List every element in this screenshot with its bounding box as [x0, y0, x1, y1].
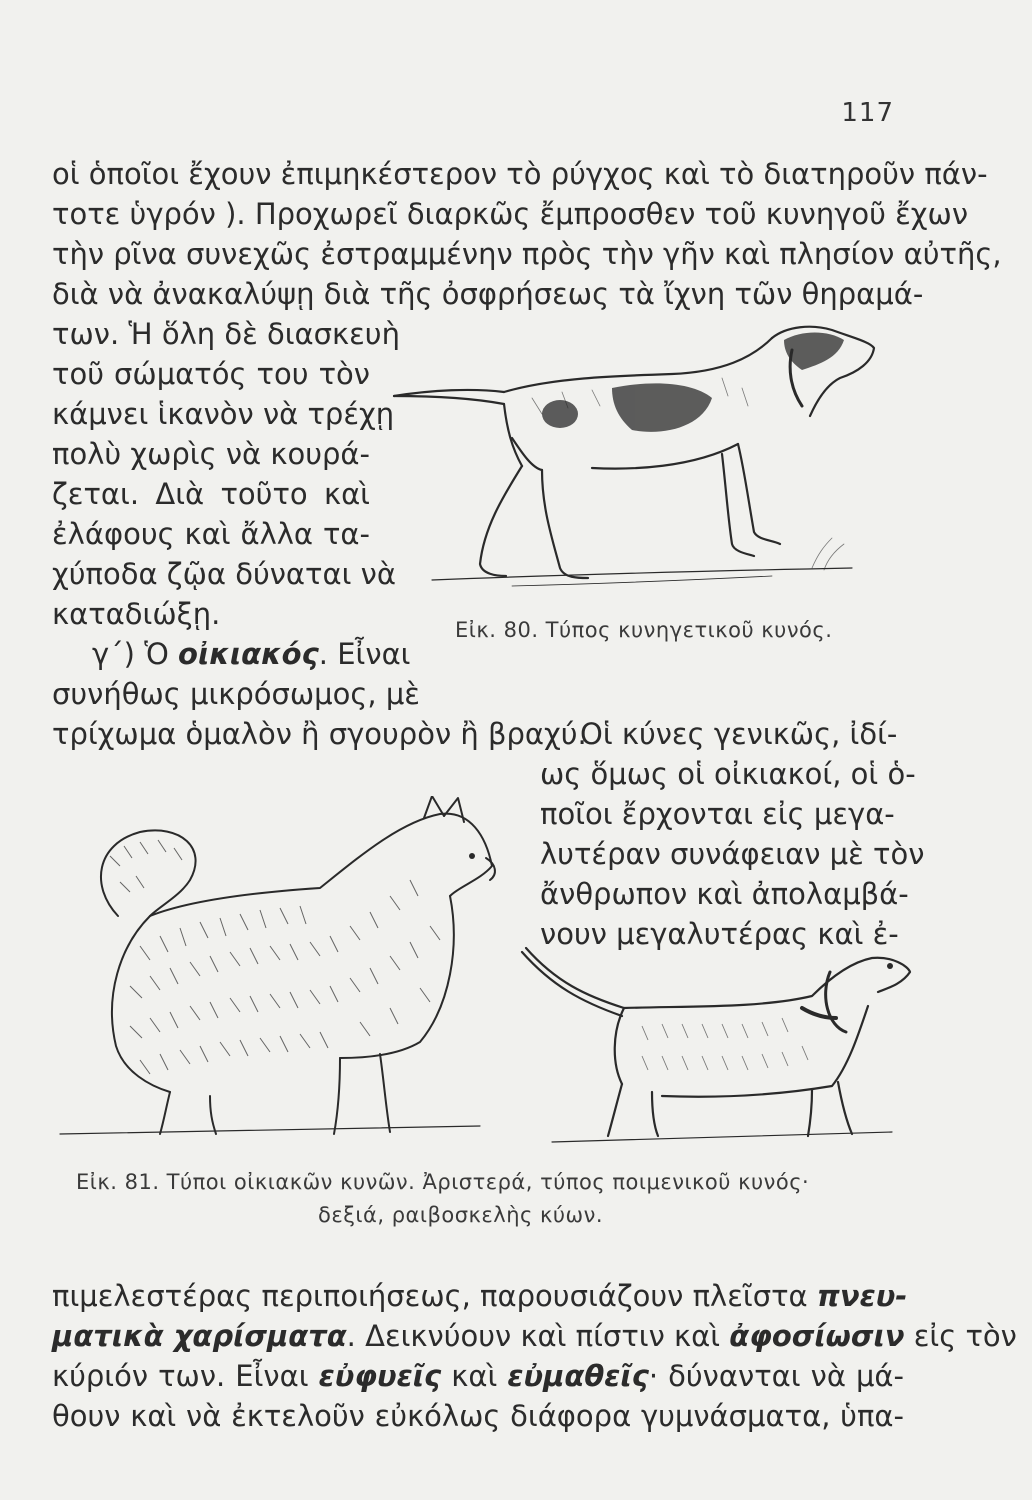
text-line: ως ὅμως οἱ οἰκιακοί, οἱ ὁ- [540, 757, 916, 791]
text-line: των. Ἡ ὅλη δὲ διασκευὴ [52, 317, 400, 351]
text-line [52, 1359, 904, 1393]
text-run: · δύνανται νὰ μά- [648, 1359, 905, 1393]
text-line: ποῖοι ἔρχονται εἰς μεγα- [540, 797, 895, 831]
emphasis-run: πνευ- [816, 1279, 908, 1313]
section-rest: . Εἶναι [318, 637, 411, 671]
text-line: λυτέραν συνάφειαν μὲ τὸν [540, 837, 925, 871]
text-line: χύποδα ζῷα δύναται νὰ [52, 557, 396, 591]
emphasis-run: ἀφοσίωσιν [729, 1319, 905, 1353]
text-line [52, 1319, 1017, 1353]
text-line: ἐλάφους καὶ ἄλλα τα- [52, 517, 370, 551]
text-line [52, 1279, 908, 1313]
figure-81-caption-line-1: Εἰκ. 81. Τύποι οἰκιακῶν κυνῶν. Ἀριστερά, τύπος ποιμενικοῦ κυνός· [76, 1170, 810, 1194]
text-line: κάμνει ἱκανὸν νὰ τρέχῃ [52, 397, 395, 431]
section-term: οἰκιακός [178, 637, 319, 671]
text-line: καταδιώξῃ. [52, 597, 221, 631]
text-line: τὴν ρῖνα συνεχῶς ἐστραμμένην πρὸς τὴν γῆν καὶ πλησίον αὐτῆς, [52, 237, 1002, 271]
emphasis-run: ματικὰ χαρίσματα [52, 1319, 347, 1353]
text-run: εἰς τὸν [913, 1319, 1017, 1353]
text-run: καὶ [451, 1359, 498, 1393]
text-run: κύριόν των. Εἶναι [52, 1359, 309, 1393]
text-run: . Δεικνύουν καὶ πίστιν καὶ [346, 1319, 721, 1353]
hunting-dog-illustration [392, 318, 892, 600]
text-line: πολὺ χωρὶς νὰ κουρά- [52, 437, 370, 471]
text-line: τρίχωμα ὁμαλὸν ἢ σγουρὸν ἢ βραχύ. [52, 717, 587, 751]
page-number: 117 [841, 98, 894, 128]
text-line: ἄνθρωπον καὶ ἀπολαμβά- [540, 877, 909, 911]
text-line: νουν μεγαλυτέρας καὶ ἐ- [540, 917, 899, 951]
figure-80-caption: Εἰκ. 80. Τύπος κυνηγετικοῦ κυνός. [455, 618, 833, 642]
figure-81-caption-line-2: δεξιά, ραιβοσκελὴς κύων. [318, 1203, 604, 1227]
section-heading [92, 637, 411, 671]
text-line: συνήθως μικρόσωμος, μὲ [52, 677, 420, 711]
text-line: τοῦ σώματός του τὸν [52, 357, 370, 391]
dachshund-illustration [512, 936, 922, 1156]
text-line: θουν καὶ νὰ ἐκτελοῦν εὐκόλως διάφορα γυμνάσματα, ὑπα- [52, 1399, 904, 1433]
text-line: Οἱ κύνες γενικῶς, ἰδί- [580, 717, 898, 751]
section-prefix: γ΄) Ὁ [92, 637, 179, 671]
emphasis-run: εὐμαθεῖς [507, 1359, 649, 1393]
shepherd-dog-illustration [40, 796, 510, 1160]
text-line: ζεται. Διὰ τοῦτο καὶ [52, 477, 370, 511]
text-line: οἱ ὁποῖοι ἔχουν ἐπιμηκέστερον τὸ ρύγχος καὶ τὸ διατηροῦν πάν- [52, 157, 988, 191]
emphasis-run: εὐφυεῖς [318, 1359, 442, 1393]
text-run: πιμελεστέρας περιποιήσεως, παρουσιάζουν πλεῖστα [52, 1279, 808, 1313]
text-line: τοτε ὑγρόν ). Προχωρεῖ διαρκῶς ἔμπροσθεν τοῦ κυνηγοῦ ἔχων [52, 197, 969, 231]
text-line: διὰ νὰ ἀνακαλύψῃ διὰ τῆς ὀσφρήσεως τὰ ἴχνη τῶν θηραμά- [52, 277, 924, 311]
